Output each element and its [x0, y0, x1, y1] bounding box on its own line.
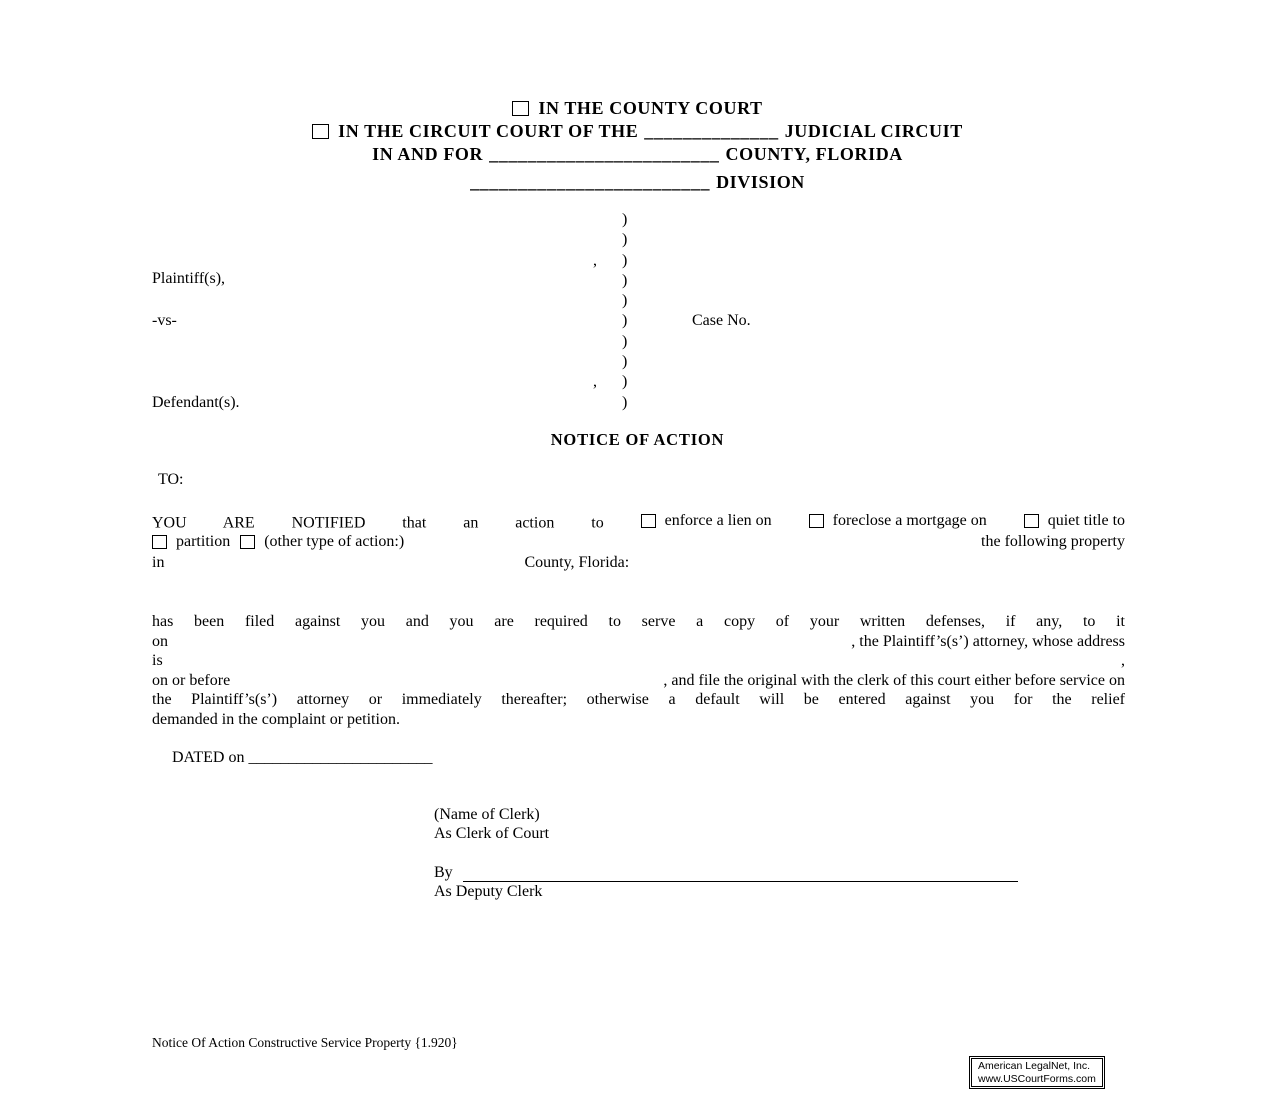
paren: ): [622, 353, 628, 371]
circuit-court-line: [0, 120, 1275, 143]
you-are-notified-text: YOU ARE NOTIFIED that an action to: [152, 514, 604, 532]
paren: ): [622, 332, 628, 350]
filed-clause-line-3: [152, 651, 1125, 671]
paren-row: [622, 393, 627, 413]
enforce-lien-option: [641, 510, 772, 531]
paren: ): [622, 312, 628, 330]
paren-row: [622, 210, 627, 230]
county-row: [152, 552, 1125, 573]
file-original-text: , and file the original with the clerk of this court either before service on: [663, 671, 1125, 689]
paren: ): [622, 292, 628, 310]
other-action-option: [240, 531, 404, 552]
action-options-row-1: [152, 510, 1125, 531]
case-caption: [152, 210, 1102, 415]
county-court-checkbox[interactable]: [512, 101, 529, 116]
clerk-signature-block: [434, 805, 1054, 901]
paren-row: [622, 291, 627, 311]
in-and-for-prefix: IN AND FOR: [372, 144, 484, 164]
legalnet-company-line: American LegalNet, Inc.: [978, 1060, 1091, 1072]
defendant-label: Defendant(s).: [152, 394, 240, 411]
line3-comma: ,: [1121, 652, 1125, 669]
legalnet-box: [969, 1056, 1105, 1089]
partition-option: [152, 531, 230, 552]
caption-comma: ,: [593, 373, 597, 391]
notice-of-action-title: NOTICE OF ACTION: [550, 430, 725, 449]
paren-row: [622, 352, 627, 372]
enforce-lien-label: enforce a lien on: [664, 512, 772, 529]
vs-label: -vs-: [152, 312, 177, 329]
by-row: [434, 863, 1054, 882]
to-label: TO:: [158, 471, 184, 488]
circuit-court-suffix: JUDICIAL CIRCUIT: [784, 121, 963, 141]
foreclose-mortgage-checkbox[interactable]: [809, 514, 824, 528]
quiet-title-checkbox[interactable]: [1024, 514, 1039, 528]
caption-comma: ,: [593, 251, 597, 269]
paren-row: [622, 230, 627, 250]
caption-paren-column: [593, 210, 628, 413]
is-label: is: [152, 652, 163, 669]
circuit-court-prefix: IN THE CIRCUIT COURT OF THE: [338, 121, 639, 141]
other-action-label: (other type of action:): [264, 533, 405, 550]
as-clerk-of-court-label: As Clerk of Court: [434, 825, 550, 842]
court-header: [0, 97, 1275, 194]
plaintiff-label: Plaintiff(s),: [152, 270, 226, 287]
legalnet-url-line: www.USCourtForms.com: [978, 1072, 1096, 1085]
county-court-line: [0, 97, 1275, 120]
name-of-clerk-label: (Name of Clerk): [434, 806, 540, 823]
judicial-circuit-blank: ______________: [644, 121, 779, 141]
foreclose-mortgage-label: foreclose a mortgage on: [832, 512, 987, 529]
paren: ): [622, 271, 628, 289]
paren: ): [622, 231, 628, 249]
in-and-for-line: [0, 143, 1275, 166]
on-label: on: [152, 632, 168, 650]
paren-row: [593, 372, 628, 392]
dated-line: [172, 749, 432, 767]
legalnet-inner: [971, 1058, 1103, 1087]
division-blank: _________________________: [470, 172, 711, 192]
paren: ): [622, 211, 628, 228]
paren-row: [593, 251, 628, 271]
deputy-signature-line: [463, 867, 1018, 882]
following-property-label: the following property: [981, 533, 1125, 550]
foreclose-mortgage-option: [809, 510, 987, 531]
in-and-for-suffix: COUNTY, FLORIDA: [725, 144, 903, 164]
county-court-label: IN THE COUNTY COURT: [538, 98, 763, 118]
division-line: [0, 171, 1275, 194]
as-deputy-clerk-label: As Deputy Clerk: [434, 883, 543, 900]
paren: ): [622, 373, 628, 391]
filed-clause-line-6: demanded in the complaint or petition.: [152, 710, 400, 728]
form-footer-title: Notice Of Action Constructive Service Property {1.920}: [152, 1035, 458, 1050]
filed-clause-line-2: [152, 632, 1125, 652]
paren-row: [622, 332, 627, 352]
attorney-address-text: , the Plaintiff’s(s’) attorney, whose address: [851, 632, 1125, 650]
quiet-title-option: [1024, 510, 1125, 531]
partition-label: partition: [176, 533, 231, 550]
division-label: DIVISION: [716, 172, 805, 192]
dated-blank: _______________________: [248, 749, 433, 766]
county-florida-label: County, Florida:: [524, 554, 630, 571]
filed-clause: [152, 612, 1125, 729]
county-name-blank: ________________________: [489, 144, 720, 164]
partition-checkbox[interactable]: [152, 535, 167, 549]
filed-clause-line-1: has been filed against you and you are required to serve a copy of your written defenses, if any, to it: [152, 613, 1125, 630]
paren: ): [622, 393, 628, 411]
action-clause: [152, 510, 1125, 573]
dated-on-label: DATED on: [172, 749, 245, 766]
on-or-before-label: on or before: [152, 671, 231, 689]
paren-row: [622, 271, 627, 291]
enforce-lien-checkbox[interactable]: [641, 514, 656, 528]
filed-clause-line-4: [152, 671, 1125, 691]
circuit-court-checkbox[interactable]: [312, 124, 329, 139]
paren: ): [622, 251, 628, 269]
paren-row: [622, 311, 627, 331]
filed-clause-line-5: the Plaintiff’s(s’) attorney or immediately thereafter; otherwise a default will be entered against you for the relief: [152, 691, 1125, 708]
other-action-checkbox[interactable]: [240, 535, 255, 549]
quiet-title-label: quiet title to: [1047, 512, 1126, 529]
by-label: By: [434, 864, 453, 881]
case-number-label: Case No.: [692, 312, 751, 329]
in-label: in: [152, 554, 165, 571]
action-options-row-2: [152, 531, 1125, 552]
